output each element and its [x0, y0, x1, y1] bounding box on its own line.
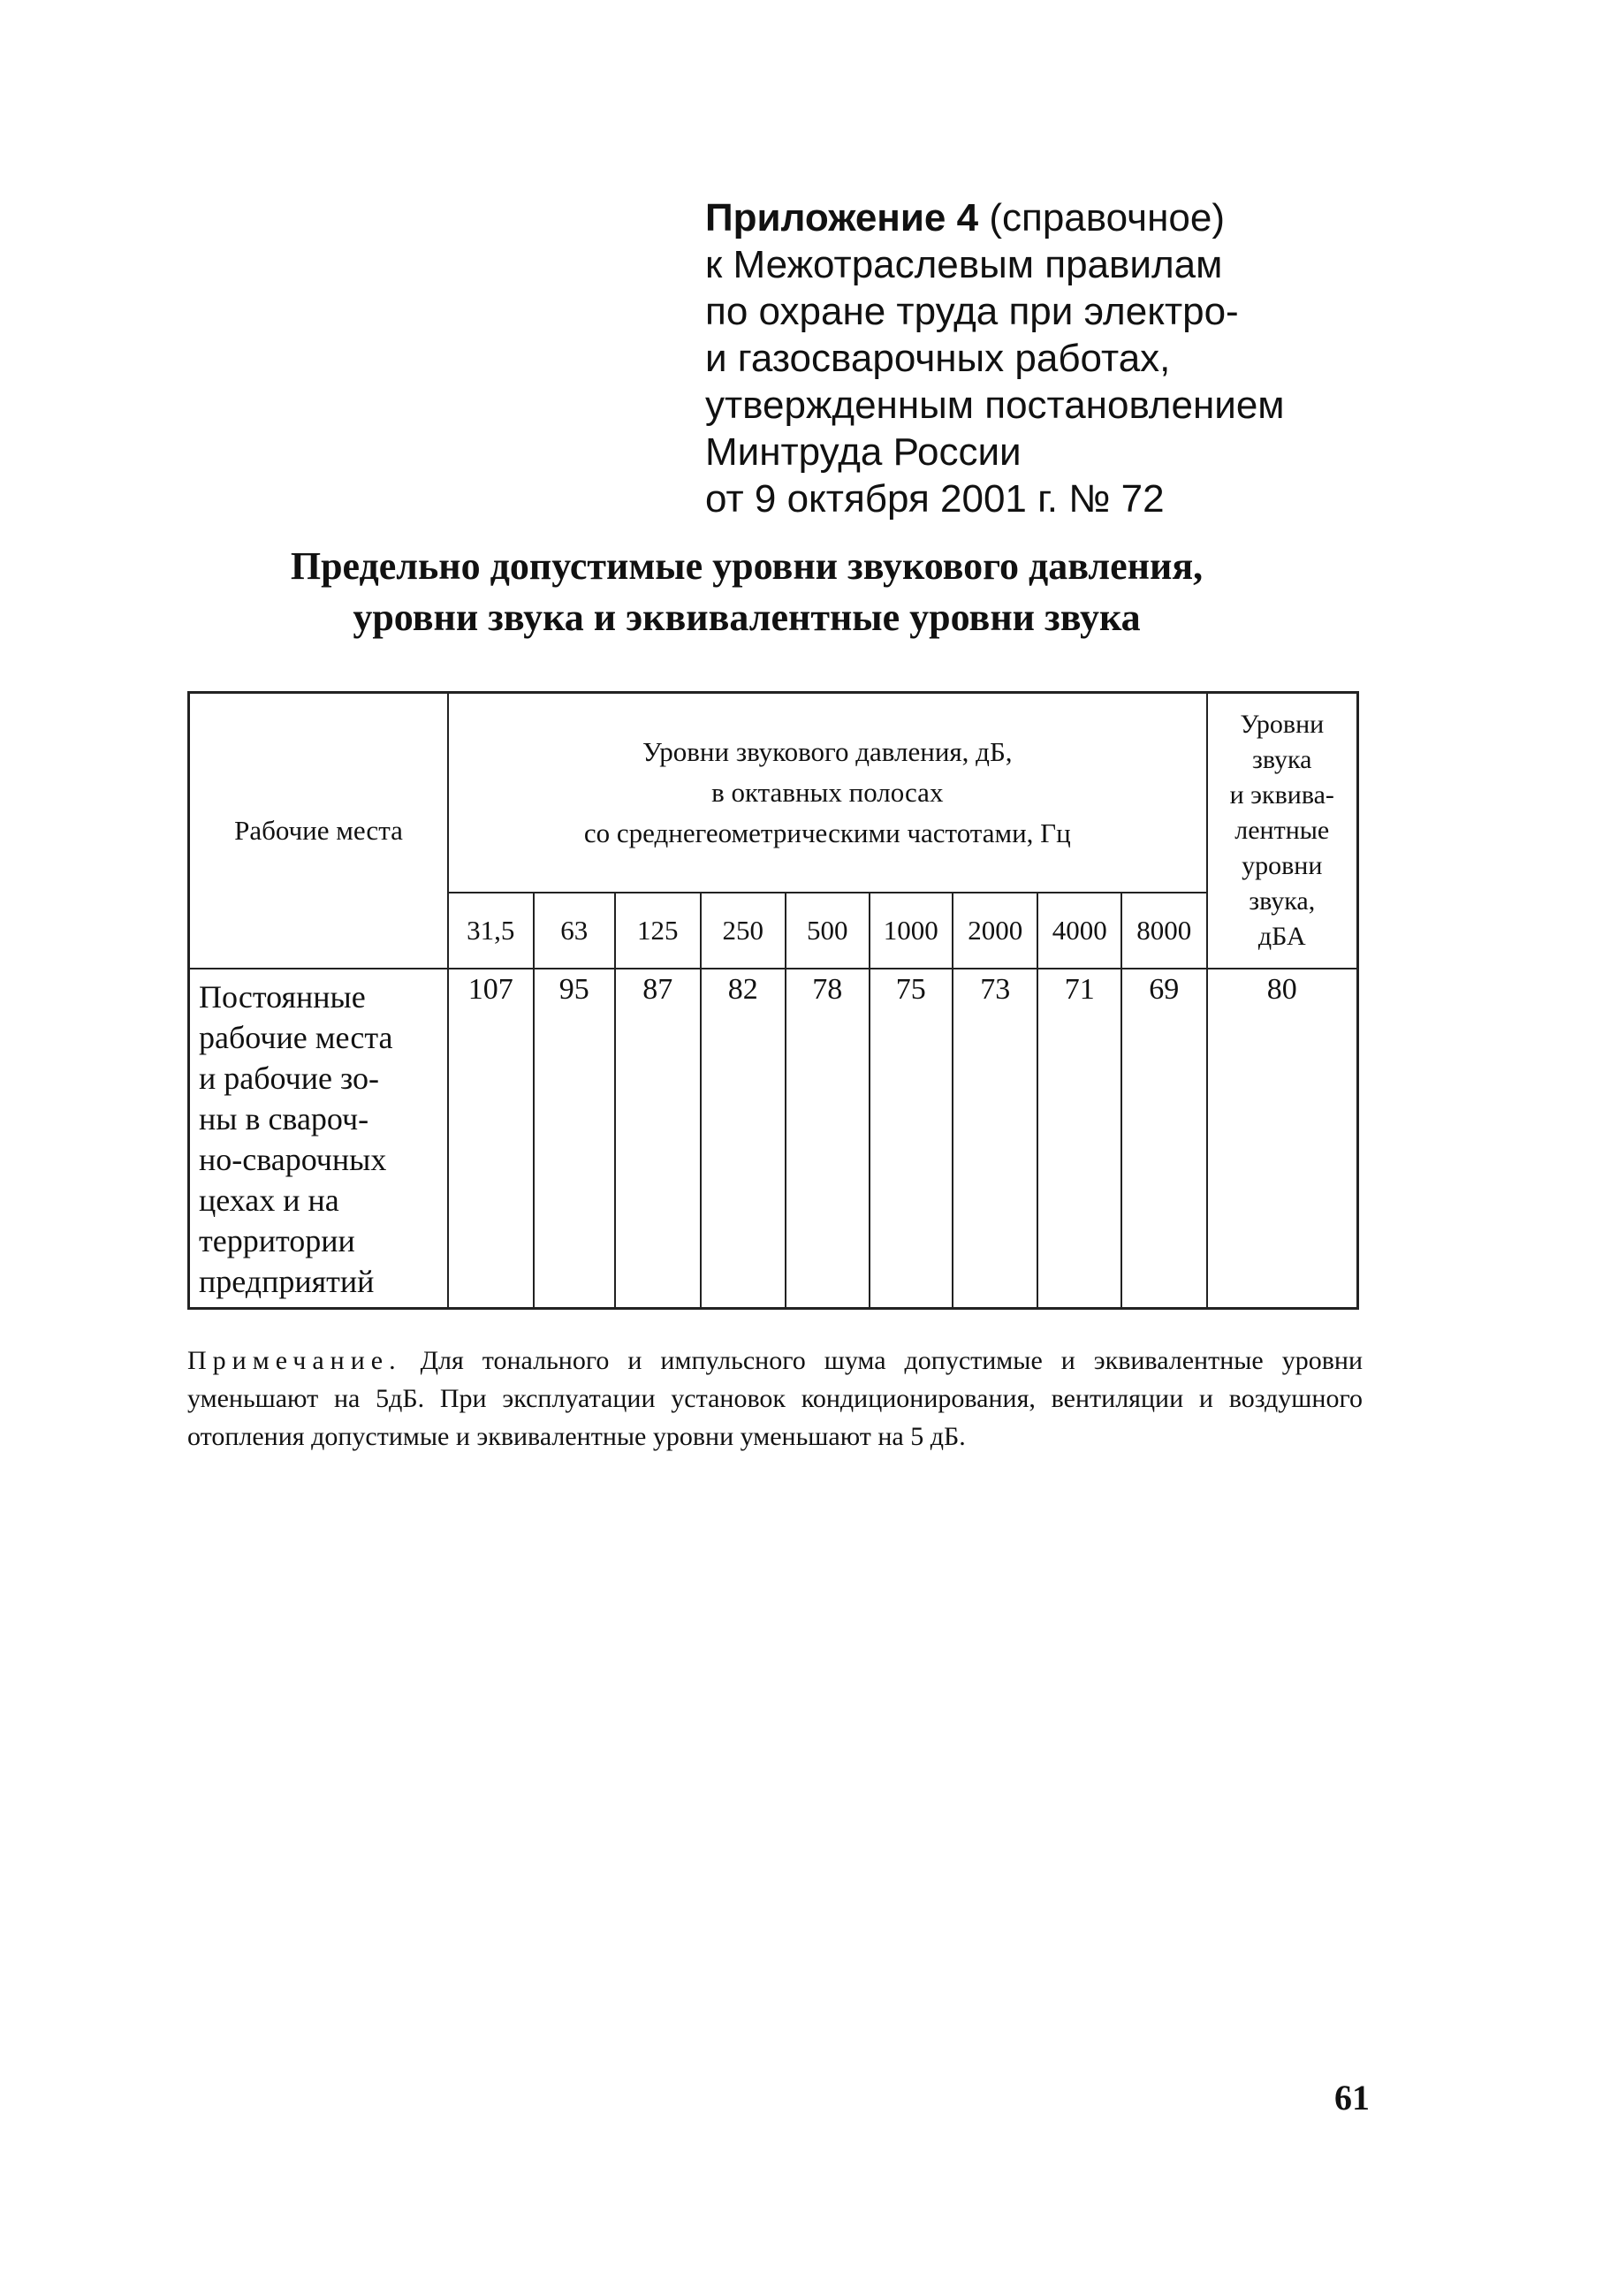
workplace-label-line: но-сварочных	[199, 1141, 387, 1177]
workplace-label-line: предприятий	[199, 1263, 375, 1299]
frequency-cell: 125	[615, 893, 701, 969]
header-sound-levels-line: и эквива-	[1229, 779, 1334, 810]
document-heading	[177, 541, 1317, 643]
workplace-label-line: и рабочие зо-	[199, 1060, 379, 1096]
appendix-line: от 9 октября 2001 г. № 72	[705, 477, 1165, 521]
pressure-value: 69	[1121, 969, 1207, 1309]
pressure-value: 73	[953, 969, 1038, 1309]
frequency-cell: 1000	[870, 893, 953, 969]
workplace-label-line: рабочие места	[199, 1019, 393, 1055]
header-sound-pressure	[448, 693, 1206, 893]
note-text: Для тонального и импульсного шума допустимые и эквивалентные уровни уменьшают на 5дБ. При эксплуатации установок кондиционирования, вентиляции и воздушного отопления допустимые и эквивалентные уровни уменьшают на 5 дБ.	[187, 1346, 1363, 1451]
frequency-cell: 500	[786, 893, 869, 969]
appendix-line: утвержденным постановлением	[705, 384, 1285, 427]
note-label: Примечание.	[187, 1346, 402, 1375]
pressure-value: 95	[534, 969, 615, 1309]
header-sound-levels-line: лентные	[1234, 815, 1330, 845]
heading-line-1: Предельно допустимые уровни звукового давления,	[290, 544, 1204, 588]
dba-value: 80	[1207, 969, 1358, 1309]
table-row	[189, 969, 1358, 1309]
appendix-title-note: (справочное)	[989, 196, 1225, 239]
header-workplaces: Рабочие места	[189, 693, 449, 969]
workplace-label-line: Постоянные	[199, 978, 366, 1015]
appendix-title-bold: Приложение 4	[705, 196, 979, 239]
note-paragraph	[187, 1342, 1363, 1456]
frequency-cell: 2000	[953, 893, 1038, 969]
workplace-label	[189, 969, 449, 1309]
header-sound-pressure-line: со среднегеометрическими частотами, Гц	[583, 817, 1071, 848]
heading-line-2: уровни звука и эквивалентные уровни звука	[353, 596, 1141, 639]
header-sound-levels-line: уровни	[1242, 850, 1323, 880]
table-header-row	[189, 693, 1358, 893]
header-sound-levels	[1207, 693, 1358, 969]
frequency-cell: 4000	[1037, 893, 1120, 969]
frequency-cell: 63	[534, 893, 615, 969]
header-sound-levels-line: звука,	[1249, 886, 1316, 916]
frequency-cell: 8000	[1121, 893, 1207, 969]
appendix-line: к Межотраслевым правилам	[705, 243, 1223, 286]
page-number: 61	[1334, 2078, 1370, 2117]
header-sound-levels-line: Уровни	[1240, 709, 1325, 739]
appendix-line: по охране труда при электро-	[705, 290, 1239, 333]
pressure-value: 87	[615, 969, 701, 1309]
frequency-cell: 250	[701, 893, 786, 969]
appendix-line: и газосварочных работах,	[705, 337, 1171, 380]
pressure-value: 107	[448, 969, 534, 1309]
frequency-cell: 31,5	[448, 893, 534, 969]
header-sound-levels-line: звука	[1252, 744, 1312, 774]
appendix-title	[705, 194, 1500, 241]
noise-levels-table	[187, 691, 1359, 1310]
workplace-label-line: цехах и на	[199, 1182, 339, 1218]
workplace-label-line: ны в свароч-	[199, 1100, 369, 1137]
pressure-value: 78	[786, 969, 869, 1309]
appendix-line: Минтруда России	[705, 430, 1022, 474]
pressure-value: 71	[1037, 969, 1120, 1309]
pressure-value: 75	[870, 969, 953, 1309]
header-sound-levels-line: дБА	[1257, 921, 1306, 951]
header-sound-pressure-line: в октавных полосах	[711, 776, 944, 808]
header-sound-pressure-line: Уровни звукового давления, дБ,	[642, 735, 1013, 767]
workplace-label-line: территории	[199, 1222, 355, 1258]
pressure-value: 82	[701, 969, 786, 1309]
appendix-caption	[705, 194, 1500, 522]
